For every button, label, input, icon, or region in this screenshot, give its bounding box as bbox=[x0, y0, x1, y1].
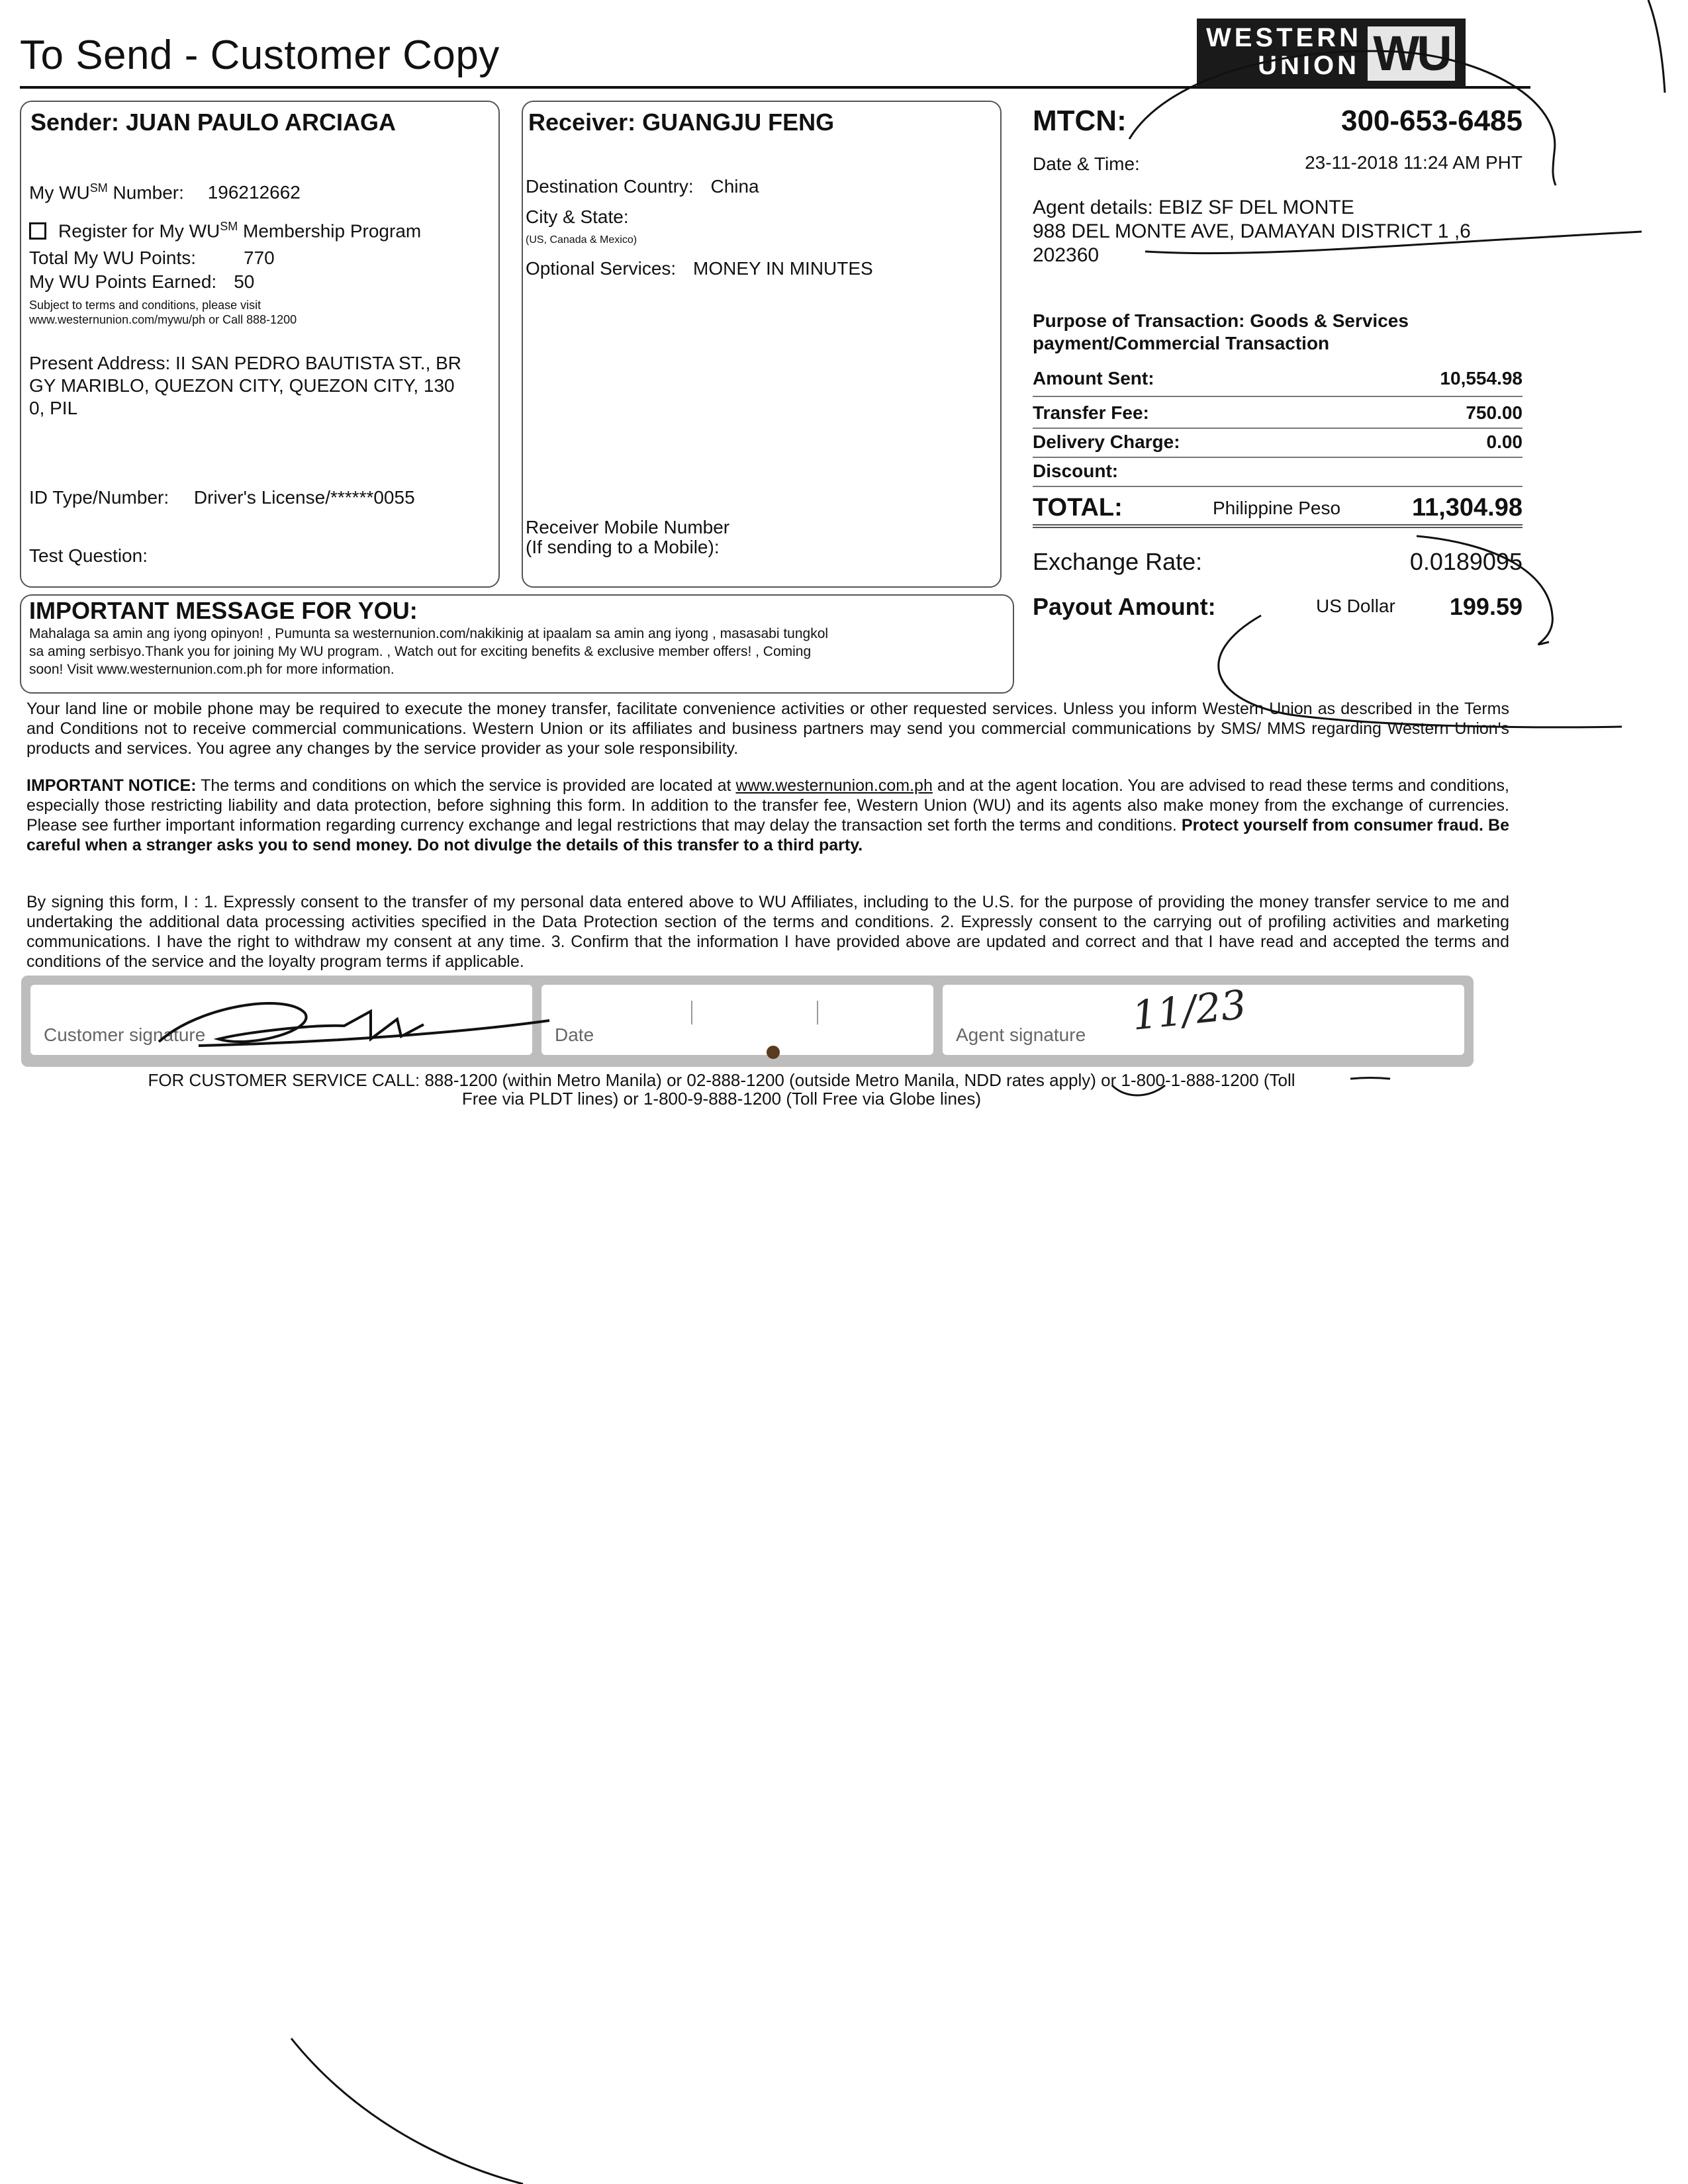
receiver-panel bbox=[522, 101, 1002, 588]
exchange-rate-value: 0.0189095 bbox=[1409, 548, 1523, 575]
register-checkbox[interactable] bbox=[29, 222, 46, 240]
transfer-fee-value: 750.00 bbox=[1466, 402, 1523, 423]
exchange-rate-label: Exchange Rate: bbox=[1033, 548, 1203, 575]
transfer-fee-label: Transfer Fee: bbox=[1033, 402, 1149, 423]
important-notice: IMPORTANT NOTICE: The terms and conditions on which the service is provided are located at www.westernunion.com.ph and at the agent location. You are advised to read these terms and conditions, especially those restricting liability and data protection, before sighning this form. In addition to the transfer fee, Western Union (WU) and its agents also make money from the exchange of currencies. Please see further important information regarding currency exchange and legal restrictions that may delay the transaction set forth the terms and conditions. Protect yourself from consumer fraud. Be careful when a stranger asks you to send money. Do not divulge the details of this transfer to a third party. bbox=[26, 776, 1510, 854]
logo-wordmark: WESTERN UNION bbox=[1206, 23, 1362, 80]
payout-currency: US Dollar bbox=[1316, 596, 1395, 616]
mywu-number-row: My WU℠ Number: 196212662 bbox=[29, 181, 301, 203]
city-state-label: City & State: bbox=[526, 206, 629, 227]
destination-row: Destination Country: China bbox=[526, 176, 759, 197]
optional-services-row: Optional Services: MONEY IN MINUTES bbox=[526, 258, 873, 279]
discount-label: Discount: bbox=[1033, 461, 1119, 481]
register-row: Register for My WU℠ Membership Program bbox=[29, 220, 421, 242]
communications-consent: Your land line or mobile phone may be required to execute the money transfer, facilitate convenience activities or other requested services. Unless you inform Western Union as described in the Terms and Conditions not to receive commercial communications. Western Union or its affiliates and business partners may send you commercial communications by SMS/ MMS regarding Western Union's products and services. You agree any changes by the service provider as your sole responsibility. bbox=[26, 700, 1509, 758]
sender-panel bbox=[20, 101, 500, 588]
total-value: 11,304.98 bbox=[1412, 494, 1523, 522]
page-corner-mark bbox=[291, 2038, 523, 2184]
terms-link[interactable]: www.westernunion.com.ph bbox=[735, 776, 933, 795]
amount-sent-value: 10,554.98 bbox=[1440, 368, 1523, 388]
page-edge-mark bbox=[1648, 0, 1665, 93]
amount-sent-label: Amount Sent: bbox=[1033, 368, 1154, 388]
agent-signature-label: Agent signature bbox=[956, 1024, 1086, 1045]
receiver-heading: Receiver: GUANGJU FENG bbox=[528, 109, 835, 136]
logo-monogram: WU bbox=[1368, 26, 1455, 81]
sender-heading: Sender: JUAN PAULO ARCIAGA bbox=[30, 109, 397, 136]
discount-divider bbox=[1033, 486, 1523, 487]
total-label: TOTAL: bbox=[1033, 494, 1123, 522]
receiver-mobile-label: Receiver Mobile Number (If sending to a Mobile): bbox=[526, 517, 730, 557]
date-field[interactable] bbox=[541, 985, 933, 1055]
points-terms: Subject to terms and conditions, please visit www.westernunion.com/mywu/ph or Call 888-1200 bbox=[29, 298, 297, 326]
mtcn-label: MTCN: bbox=[1033, 105, 1127, 137]
city-state-note: (US, Canada & Mexico) bbox=[526, 234, 637, 246]
signature-strip bbox=[21, 976, 1474, 1067]
delivery-charge-value: 0.00 bbox=[1486, 432, 1523, 452]
page-title: To Send - Customer Copy bbox=[20, 32, 500, 78]
purpose-of-transaction: Purpose of Transaction: Goods & Services payment/Commercial Transaction bbox=[1033, 310, 1409, 353]
data-consent: By signing this form, I : 1. Expressly consent to the transfer of my personal data entered above to WU Affiliates, including to the U.S. for the purpose of providing the money transfer service to me and undertaking the additional data processing activities specified in the Data Protection section of the terms and conditions. 2. Expressly consent to the carrying out of profiling activities and marketing communications. I have the right to withdraw my consent at any time. 3. Confirm that the information I have provided above are updated and correct and that I have read and accepted the terms and conditions of the service and the loyalty program terms if applicable. bbox=[26, 893, 1509, 971]
handwritten-date: 11/23 bbox=[1129, 981, 1249, 1040]
agent-details: Agent details: EBIZ SF DEL MONTE 988 DEL MONTE AVE, DAMAYAN DISTRICT 1 ,6 202360 bbox=[1033, 197, 1471, 266]
payout-amount-value: 199.59 bbox=[1449, 593, 1523, 620]
points-earned-row: My WU Points Earned: 50 bbox=[29, 271, 255, 292]
destination-value: China bbox=[710, 176, 759, 197]
amount-divider bbox=[1033, 396, 1523, 397]
important-message-body: Mahalaga sa amin ang iyong opinyon! , Pumunta sa westernunion.com/nakikinig at ipaalam sa amin ang iyong , masasabi tungkol sa aming serbisyo.Thank you for joining My WU program. , Watch out for exciting benefits & exclusive member offers! , Coming soon! Visit www.westernunion.com.ph for more information. bbox=[29, 626, 829, 677]
points-earned-value: 50 bbox=[234, 271, 255, 292]
important-message-heading: IMPORTANT MESSAGE FOR YOU: bbox=[29, 597, 418, 624]
customer-service-footer: FOR CUSTOMER SERVICE CALL: 888-1200 (within Metro Manila) or 02-888-1200 (outside Metro Manila, NDD rates apply) or 1-800-1-888-1200 (Toll Free via PLDT lines) or 1-800-9-888-1200 (Toll Free via Globe lines) bbox=[148, 1070, 1295, 1109]
customer-signature-field[interactable] bbox=[30, 985, 532, 1055]
date-separator bbox=[817, 1001, 818, 1024]
date-separator bbox=[691, 1001, 692, 1024]
customer-signature-label: Customer signature bbox=[44, 1024, 206, 1045]
total-points-row: Total My WU Points: 770 bbox=[29, 248, 275, 268]
western-union-logo bbox=[1197, 19, 1466, 87]
mtcn-value: 300-653-6485 bbox=[1340, 105, 1523, 137]
date-label: Date bbox=[555, 1024, 594, 1045]
transaction-panel bbox=[1033, 101, 1523, 657]
id-row: ID Type/Number: Driver's License/******0055 bbox=[29, 487, 415, 508]
payout-amount-label: Payout Amount: bbox=[1033, 593, 1216, 620]
total-currency: Philippine Peso bbox=[1213, 498, 1341, 518]
delivery-divider bbox=[1033, 457, 1523, 458]
id-value: Driver's License/******0055 bbox=[193, 487, 415, 508]
present-address: Present Address: II SAN PEDRO BAUTISTA ST., BR GY MARIBLO, QUEZON CITY, QUEZON CITY, 130 0, PIL bbox=[29, 353, 462, 418]
delivery-charge-label: Delivery Charge: bbox=[1033, 432, 1180, 452]
datetime-value: 23-11-2018 11:24 AM PHT bbox=[1305, 152, 1523, 173]
test-question: Test Question: bbox=[29, 545, 148, 566]
mywu-number: 196212662 bbox=[207, 182, 301, 203]
optional-services-value: MONEY IN MINUTES bbox=[693, 258, 873, 279]
total-points-value: 770 bbox=[244, 248, 275, 268]
total-divider bbox=[1033, 524, 1523, 528]
datetime-label: Date & Time: bbox=[1033, 154, 1140, 174]
important-message-panel bbox=[20, 594, 1014, 694]
fee-divider bbox=[1033, 428, 1523, 429]
agent-signature-field[interactable] bbox=[943, 981, 1464, 1055]
